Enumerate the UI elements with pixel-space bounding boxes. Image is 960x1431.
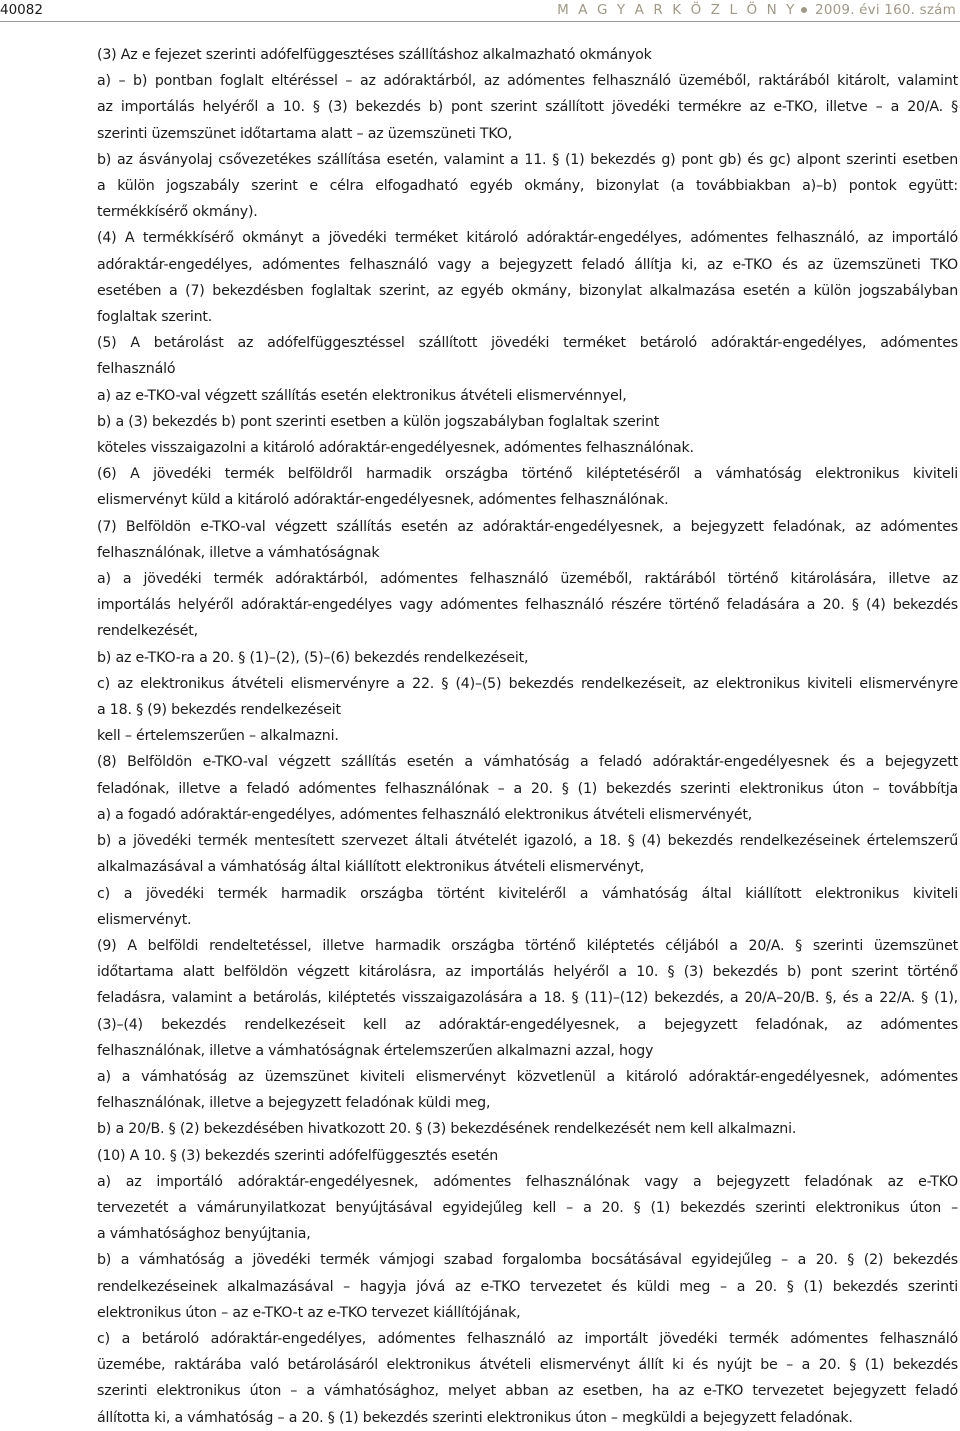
text-line: állította ki, a vámhatóság – a 20. § (1) bekezdés szerinti elektronikus úton – megküldi a bejegyzett feladónak.: [97, 1409, 853, 1426]
text-line: elismervényt.: [97, 911, 192, 928]
text-line: (10) A 10. § (3) bekezdés szerinti adófelfüggesztés esetén: [97, 1147, 499, 1164]
text-line: a vámhatósághoz benyújtania,: [97, 1226, 311, 1243]
document-body: [97, 42, 958, 1431]
text-line: az importálás helyéről a 10. § (3) bekezdés b) pont szerint szállított jövedéki termékre az e-TKO, illetve – a 20/A. §: [97, 99, 958, 116]
text-line: szerinti elektronikus úton – a vámhatósághoz, melyet abban az esetben, ha az e-TKO tervezetet bejegyzett feladó: [97, 1383, 958, 1400]
text-line: elismervényt küld a kitároló adóraktár-engedélyesnek, adómentes felhasználónak.: [97, 492, 669, 509]
text-line: a) a vámhatóság az üzemszünet kiviteli elismervényt közvetlenül a kitároló adóraktár-engedélyesnek, adómentes: [97, 1068, 958, 1085]
text-line: köteles visszaigazolni a kitároló adóraktár-engedélyesnek, adómentes felhasználónak.: [97, 440, 694, 457]
text-line: a) az e-TKO-val végzett szállítás esetén elektronikus átvételi elismervénnyel,: [97, 387, 627, 404]
text-line: tervezetét a vámárunyilatkozat benyújtásával egyidejűleg kell – a 20. § (1) bekezdés szerinti elektronikus úton –: [97, 1199, 958, 1216]
text-line: kell – értelemszerűen – alkalmazni.: [97, 728, 339, 745]
text-line: időtartama alatt belföldön végzett kitárolásra, az importálás helyéről a 10. § (3) bekezdés b) pont szerint történő: [97, 964, 958, 981]
text-line: (7) Belföldön e-TKO-val végzett szállítás esetén az adóraktár-engedélyesnek, a bejegyzett feladónak, az adómentes: [97, 518, 958, 535]
text-line: felhasználónak, illetve a vámhatóságnak: [97, 544, 380, 561]
text-line: a) a jövedéki termék adóraktárból, adómentes felhasználó üzeméből, raktárából történő kitárolására, illetve az: [97, 571, 958, 588]
text-line: b) a 20/B. § (2) bekezdésében hivatkozott 20. § (3) bekezdésének rendelkezését nem kell alkalmazni.: [97, 1121, 797, 1138]
header-divider: [0, 21, 960, 22]
page-header: [0, 0, 960, 20]
text-line: a) – b) pontban foglalt eltéréssel – az adóraktárból, az adómentes felhasználó üzeméből, raktárából kitárolt, valamint: [97, 73, 958, 90]
text-line: alkalmazásával a vámhatóság által kiállított elektronikus átvételi elismervényt,: [97, 859, 645, 876]
issue-number: 2009. évi 160. szám: [815, 2, 956, 18]
text-line: foglaltak szerint.: [97, 309, 213, 326]
text-line: (6) A jövedéki termék belföldről harmadik országba történő kiléptetéséről a vámhatóság elektronikus kiviteli: [97, 466, 958, 483]
page-number: 40082: [0, 2, 43, 18]
text-line: b) az e-TKO-ra a 20. § (1)–(2), (5)–(6) bekezdés rendelkezéseit,: [97, 649, 529, 666]
text-line: b) az ásványolaj csővezetékes szállítása esetén, valamint a 11. § (1) bekezdés g) pont gb) és gc) alpont szerinti esetben: [97, 151, 958, 168]
publication-info: [557, 0, 956, 20]
text-line: b) a jövedéki termék mentesített szervezet általi átvételét igazoló, a 18. § (4) bekezdés rendelkezéseinek értelemszerű: [97, 833, 958, 850]
text-line: a) a fogadó adóraktár-engedélyes, adómentes felhasználó elektronikus átvételi elismervényét,: [97, 806, 753, 823]
text-line: feladásra, valamint a betárolás, kiléptetés visszaigazolására a 18. § (11)–(12) bekezdés, a 20/A–20/B. §, és a 22/A. § (1),: [97, 990, 958, 1007]
text-line: a külön jogszabály szerint e célra elfogadható egyéb okmány, bizonylat (a továbbiakban a)–b) pontok együtt:: [97, 178, 958, 195]
text-line: a) az importáló adóraktár-engedélyesnek, adómentes felhasználónak vagy a bejegyzett feladónak az e-TKO: [97, 1173, 958, 1190]
text-line: b) a (3) bekezdés b) pont szerinti esetben a külön jogszabályban foglaltak szerint: [97, 413, 660, 430]
text-line: (5) A betárolást az adófelfüggesztéssel szállított jövedéki terméket betároló adóraktár-engedélyes, adómentes: [97, 335, 958, 352]
text-line: adóraktár-engedélyes, adómentes felhasználó vagy a bejegyzett feladó állítja ki, az e-TKO és az üzemszüneti TKO: [97, 256, 958, 273]
text-line: felhasználónak, illetve a bejegyzett feladónak küldi meg,: [97, 1095, 491, 1112]
text-line: rendelkezéseinek alkalmazásával – hagyja jóvá az e-TKO tervezetet és küldi meg – a 20. § (1) bekezdés szerinti: [97, 1278, 958, 1295]
publication-title: M A G Y A R K Ö Z L Ö N Y: [557, 2, 798, 18]
text-line: (3)–(4) bekezdés rendelkezéseit kell az adóraktár-engedélyesnek, a bejegyzett feladónak, az adómentes: [97, 1016, 958, 1033]
text-line: c) a jövedéki termék harmadik országba történt kiviteléről a vámhatóság által kiállított elektronikus kiviteli: [97, 885, 958, 902]
bullet-separator: [801, 7, 807, 13]
text-line: szerinti üzemszünet időtartama alatt – az üzemszüneti TKO,: [97, 125, 513, 142]
text-line: (4) A termékkísérő okmányt a jövedéki terméket kitároló adóraktár-engedélyes, adómentes felhasználó, az importáló: [97, 230, 958, 247]
text-line: (3) Az e fejezet szerinti adófelfüggesztéses szállításhoz alkalmazható okmányok: [97, 47, 652, 63]
text-line: (8) Belföldön e-TKO-val végzett szállítás esetén a vámhatóság a feladó adóraktár-engedélyesnek és a bejegyzett: [97, 754, 958, 771]
text-line: rendelkezését,: [97, 623, 198, 640]
text-line: elektronikus úton – az e-TKO-t az e-TKO tervezet kiállítójának,: [97, 1304, 521, 1321]
text-line: felhasználó: [97, 361, 176, 378]
text-line: importálás helyéről adóraktár-engedélyes vagy adómentes felhasználó részére történő feladására a 20. § (4) bekezdés: [97, 597, 958, 614]
text-line: termékkísérő okmány).: [97, 204, 258, 221]
text-line: üzemébe, raktárába való betárolásáról elektronikus átvételi elismervényt állít ki és nyújt be – a 20. § (1) bekezdés: [97, 1357, 958, 1374]
text-line: c) az elektronikus átvételi elismervényre a 22. § (4)–(5) bekezdés rendelkezéseit, az elektronikus kiviteli elismervényre: [97, 675, 958, 692]
text-line: c) a betároló adóraktár-engedélyes, adómentes felhasználó az importált jövedéki termék adómentes felhasználó: [97, 1330, 958, 1347]
text-line: b) a vámhatóság a jövedéki termék vámjogi szabad forgalomba bocsátásával egyidejűleg – a 20. § (2) bekezdés: [97, 1252, 958, 1269]
text-line: (9) A belföldi rendeltetéssel, illetve harmadik országba történő kiléptetés céljából a 20/A. § szerinti üzemszünet: [97, 937, 958, 954]
text-line: a 18. § (9) bekezdés rendelkezéseit: [97, 702, 341, 719]
text-line: feladónak, illetve a feladó adómentes felhasználónak – a 20. § (1) bekezdés szerinti elektronikus úton – továbbítja: [97, 780, 958, 797]
text-line: felhasználónak, illetve a vámhatóságnak értelemszerűen alkalmazni azzal, hogy: [97, 1042, 654, 1059]
text-line: esetében a (7) bekezdésben foglaltak szerint, az egyéb okmány, bizonylat alkalmazása esetén a külön jogszabályban: [97, 282, 958, 299]
